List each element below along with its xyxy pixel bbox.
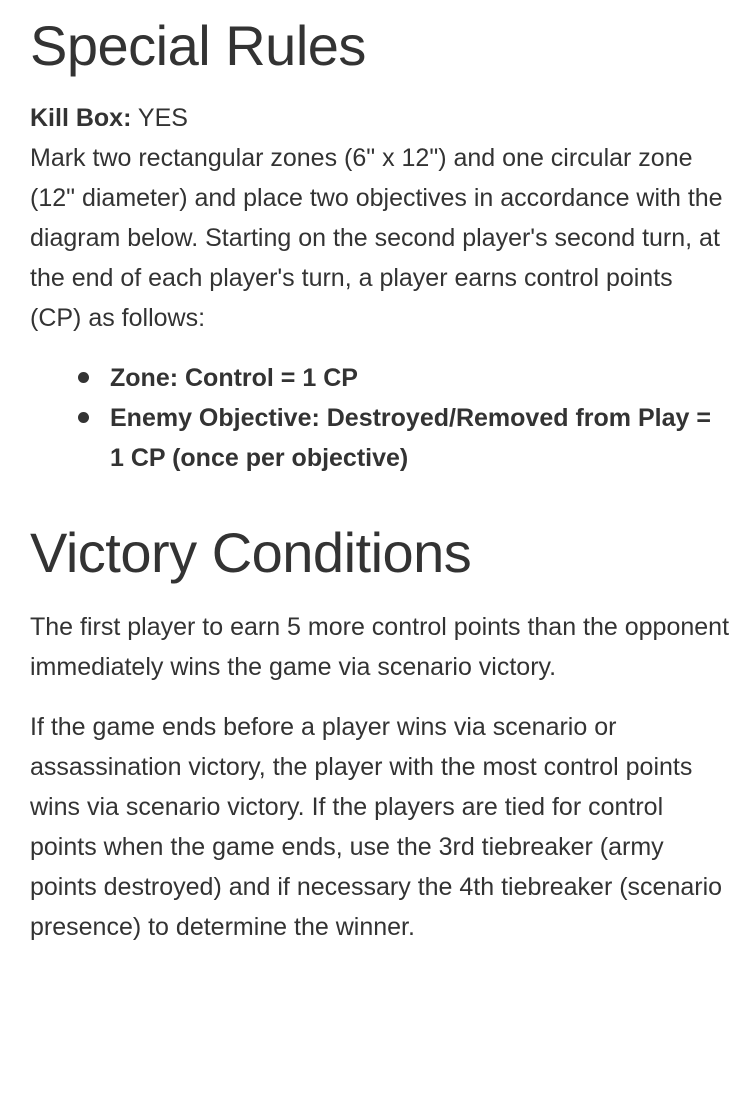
- control-points-list: [30, 358, 730, 478]
- victory-paragraph-1: The first player to earn 5 more control points than the opponent immediately wins the game via scenario victory.: [30, 613, 730, 681]
- document-page: [0, 14, 746, 947]
- special-rules-heading: Special Rules: [30, 14, 366, 77]
- victory-paragraph-2: If the game ends before a player wins via scenario or assassination victory, the player with the most control points wins via scenario victory. If the players are tied for control points when the game ends, use the 3rd tiebreaker (army points destroyed) and if necessary the 4th tiebreaker (scenario presence) to determine the winner.: [30, 713, 723, 941]
- special-rules-description: Mark two rectangular zones (6" x 12") and one circular zone (12" diameter) and place two objectives in accordance with the diagram below. Starting on the second player's second turn, at the end of each player's turn, a player earns control points (CP) as follows:: [30, 144, 723, 332]
- list-item-text: Zone: Control = 1 CP: [110, 364, 358, 392]
- list-item: [110, 398, 730, 478]
- bullet-icon: [78, 372, 89, 383]
- victory-conditions-heading: Victory Conditions: [30, 521, 472, 584]
- kill-box-value: YES: [131, 104, 188, 132]
- bullet-icon: [78, 412, 89, 423]
- list-item-text: Enemy Objective: Destroyed/Removed from Play = 1 CP (once per objective): [110, 404, 711, 472]
- list-item: [110, 358, 730, 398]
- kill-box-line: [30, 98, 730, 138]
- kill-box-label: Kill Box:: [30, 104, 132, 132]
